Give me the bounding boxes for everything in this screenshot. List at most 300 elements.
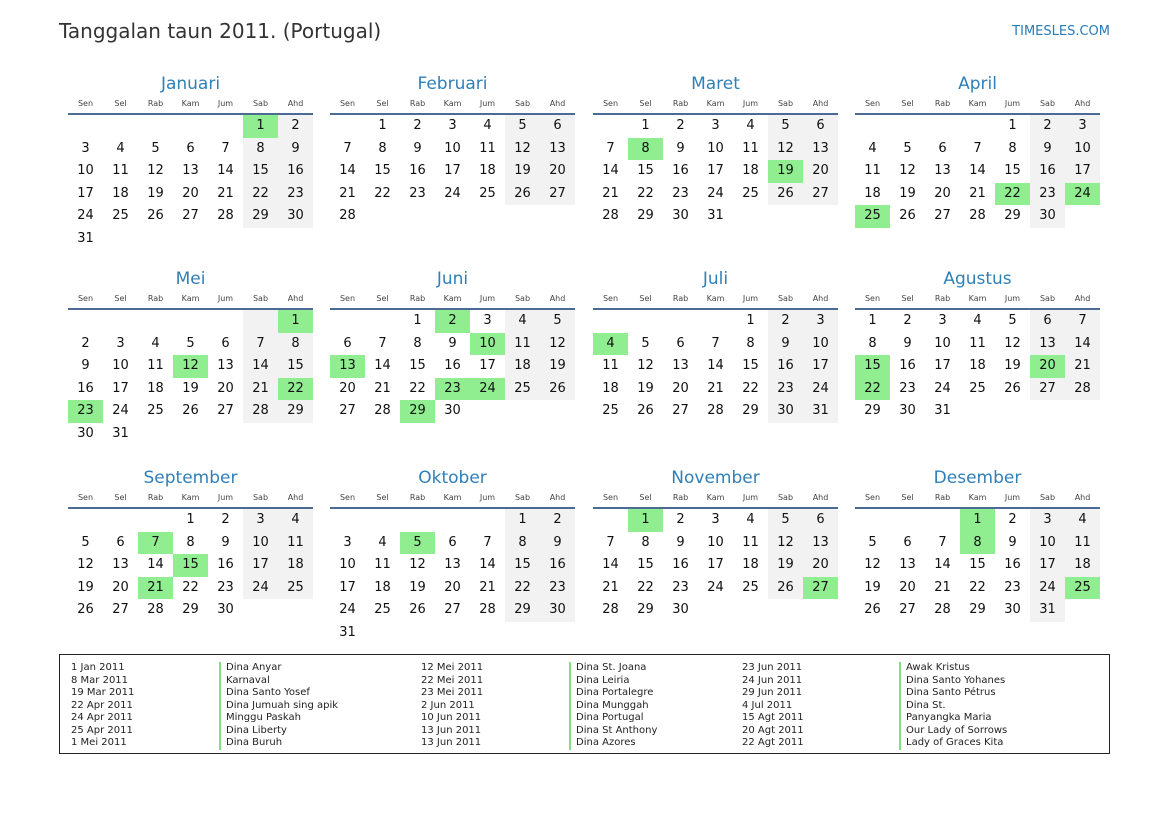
- empty-cell: [540, 400, 575, 423]
- day-cell: 10: [707, 534, 724, 550]
- day-cell: 15: [637, 163, 654, 178]
- month-name: Oktober: [418, 468, 487, 488]
- day-cell: 28: [217, 208, 234, 223]
- day-cell: 25: [278, 577, 313, 600]
- day-cell: 13: [803, 138, 838, 161]
- month-4: [855, 74, 1100, 228]
- week-row: [330, 160, 575, 183]
- day-cell: 21: [969, 185, 986, 201]
- day-cell: 6: [903, 534, 912, 550]
- day-cell: 7: [938, 534, 947, 550]
- week-row: [330, 554, 575, 577]
- day-cell: 25: [969, 380, 986, 396]
- day-cell: 5: [768, 509, 803, 532]
- day-cell: 11: [479, 140, 496, 156]
- day-cell: 6: [1030, 310, 1065, 333]
- weekday-label: Jum: [742, 493, 759, 502]
- day-cell: 8: [746, 335, 755, 351]
- weekday-label: Sen: [77, 99, 94, 108]
- week-row: [593, 115, 838, 138]
- month-name: Januari: [160, 74, 221, 94]
- legend-date: 12 Mei 2011: [421, 662, 484, 673]
- day-cell: 8: [1008, 140, 1017, 156]
- day-cell: 21: [479, 579, 496, 595]
- day-cell: 23: [540, 577, 575, 600]
- day-cell: 11: [742, 534, 759, 550]
- day-cell: 13: [217, 358, 234, 373]
- day-cell: 29: [969, 602, 986, 617]
- day-cell: 3: [938, 313, 947, 328]
- day-cell: 21: [934, 579, 951, 595]
- empty-cell: [173, 423, 208, 446]
- week-row: [68, 400, 313, 423]
- empty-cell: [470, 622, 505, 645]
- day-cell: 15: [505, 554, 540, 577]
- empty-cell: [593, 310, 628, 333]
- holiday-cell: 23: [68, 400, 103, 423]
- weekday-label: Sab: [777, 294, 794, 303]
- weekday-header: [593, 492, 838, 504]
- weekday-label: Sen: [602, 99, 619, 108]
- day-cell: 16: [409, 163, 426, 178]
- holiday-legend: [59, 654, 1110, 754]
- empty-cell: [803, 599, 838, 622]
- month-name: Desember: [933, 468, 1022, 488]
- day-cell: 10: [112, 358, 129, 373]
- day-cell: 3: [116, 335, 125, 351]
- weekday-label: Kam: [443, 99, 462, 108]
- legend-date: 8 Mar 2011: [71, 674, 129, 686]
- month-1: [68, 74, 313, 250]
- day-cell: 23: [217, 579, 234, 595]
- legend-holiday-name: Karnaval: [226, 674, 270, 686]
- day-cell: 15: [1004, 163, 1021, 178]
- legend-holiday-name: Our Lady of Sorrows: [906, 724, 1008, 736]
- week-row: [593, 205, 838, 228]
- week-row: [68, 599, 313, 622]
- weekday-label: Rab: [934, 294, 951, 303]
- day-cell: 12: [864, 557, 881, 572]
- day-cell: 26: [1004, 380, 1021, 396]
- day-cell: 11: [505, 333, 540, 356]
- day-cell: 2: [1030, 115, 1065, 138]
- legend-date: 24 Jun 2011: [742, 674, 803, 686]
- day-cell: 1: [641, 118, 650, 133]
- holiday-cell: 15: [855, 355, 890, 378]
- day-cell: 6: [540, 115, 575, 138]
- weekday-label: Sel: [114, 99, 127, 108]
- day-cell: 5: [151, 140, 160, 156]
- holiday-cell: 24: [470, 378, 505, 401]
- day-cell: 9: [676, 534, 685, 550]
- day-cell: 1: [746, 313, 755, 328]
- day-cell: 28: [602, 602, 619, 617]
- day-cell: 17: [707, 557, 724, 572]
- week-row: [330, 333, 575, 356]
- week-row: [68, 183, 313, 206]
- day-cell: 30: [1030, 205, 1065, 228]
- day-cell: 6: [448, 534, 457, 550]
- empty-cell: [663, 310, 698, 333]
- week-row: [855, 138, 1100, 161]
- day-cell: 17: [1065, 160, 1100, 183]
- day-cell: 24: [707, 185, 724, 201]
- day-cell: 9: [676, 140, 685, 156]
- day-cell: 26: [637, 403, 654, 418]
- week-row: [68, 138, 313, 161]
- week-row: [68, 228, 313, 251]
- day-cell: 12: [899, 163, 916, 178]
- day-cell: 22: [409, 380, 426, 396]
- day-cell: 23: [899, 380, 916, 396]
- week-row: [593, 599, 838, 622]
- empty-cell: [138, 310, 173, 333]
- empty-cell: [103, 115, 138, 138]
- holiday-cell: 29: [400, 400, 435, 423]
- weekday-label: Sel: [114, 493, 127, 502]
- day-cell: 17: [77, 185, 94, 201]
- day-cell: 24: [339, 602, 356, 617]
- day-cell: 7: [606, 534, 615, 550]
- month-11: [593, 468, 838, 622]
- weekday-label: Jum: [217, 493, 234, 502]
- holiday-cell: 19: [768, 160, 803, 183]
- day-cell: 25: [479, 185, 496, 201]
- day-cell: 20: [803, 554, 838, 577]
- weekday-label: Rab: [147, 493, 164, 502]
- weekday-header: [855, 492, 1100, 504]
- day-cell: 9: [768, 333, 803, 356]
- day-cell: 23: [672, 185, 689, 201]
- empty-cell: [278, 228, 313, 251]
- weekday-label: Rab: [934, 99, 951, 108]
- legend-holiday-name: Dina Azores: [576, 737, 636, 748]
- day-cell: 17: [112, 380, 129, 396]
- week-row: [593, 333, 838, 356]
- week-row: [593, 378, 838, 401]
- day-cell: 29: [182, 602, 199, 617]
- page-title: Tanggalan taun 2011. (Portugal): [59, 19, 382, 43]
- empty-cell: [173, 228, 208, 251]
- day-cell: 30: [672, 208, 689, 223]
- day-cell: 9: [81, 358, 90, 373]
- day-cell: 16: [899, 358, 916, 373]
- day-cell: 25: [374, 602, 391, 617]
- day-cell: 25: [112, 208, 129, 223]
- day-cell: 21: [243, 378, 278, 401]
- week-row: [330, 310, 575, 333]
- day-cell: 27: [1030, 378, 1065, 401]
- weekday-label: Kam: [181, 99, 200, 108]
- day-cell: 25: [147, 403, 164, 418]
- empty-cell: [628, 310, 663, 333]
- weekday-label: Sel: [376, 493, 389, 502]
- holiday-cell: 1: [278, 310, 313, 333]
- weekday-label: Sel: [901, 493, 914, 502]
- day-cell: 2: [676, 118, 685, 133]
- week-row: [68, 115, 313, 138]
- empty-cell: [365, 509, 400, 532]
- weekday-label: Ahd: [1074, 294, 1091, 303]
- legend-date: 13 Jun 2011: [421, 724, 482, 736]
- day-cell: 14: [147, 557, 164, 572]
- legend-holiday-name: Dina Liberty: [226, 724, 287, 736]
- month-name: Juli: [702, 269, 729, 289]
- day-cell: 14: [934, 557, 951, 572]
- legend-holiday-name: Dina Santo Yosef: [226, 687, 310, 698]
- day-cell: 2: [540, 509, 575, 532]
- day-cell: 24: [707, 579, 724, 595]
- day-cell: 4: [378, 534, 387, 550]
- day-cell: 26: [77, 602, 94, 617]
- holiday-cell: 2: [435, 310, 470, 333]
- empty-cell: [138, 509, 173, 532]
- day-cell: 4: [973, 313, 982, 328]
- day-cell: 14: [217, 163, 234, 178]
- day-cell: 28: [479, 602, 496, 617]
- day-cell: 9: [448, 335, 457, 351]
- week-row: [855, 577, 1100, 600]
- empty-cell: [1065, 205, 1100, 228]
- month-12: [855, 468, 1100, 622]
- week-row: [593, 355, 838, 378]
- day-cell: 8: [413, 335, 422, 351]
- day-cell: 15: [969, 557, 986, 572]
- day-cell: 18: [742, 163, 759, 178]
- day-cell: 7: [973, 140, 982, 156]
- day-cell: 6: [343, 335, 352, 351]
- week-row: [330, 599, 575, 622]
- legend-date: 13 Jun 2011: [421, 737, 482, 748]
- day-cell: 28: [147, 602, 164, 617]
- day-cell: 13: [112, 557, 129, 572]
- day-cell: 14: [602, 557, 619, 572]
- legend-date: 22 Agt 2011: [742, 737, 804, 748]
- day-cell: 9: [540, 532, 575, 555]
- day-cell: 27: [217, 403, 234, 418]
- empty-cell: [278, 599, 313, 622]
- site-link[interactable]: TIMESLES.COM: [1012, 24, 1110, 39]
- month-7: [593, 269, 838, 423]
- day-cell: 6: [803, 509, 838, 532]
- empty-cell: [733, 205, 768, 228]
- day-cell: 15: [243, 160, 278, 183]
- empty-cell: [138, 115, 173, 138]
- weekday-label: Jum: [1004, 99, 1021, 108]
- empty-cell: [400, 205, 435, 228]
- day-cell: 29: [1004, 208, 1021, 223]
- day-cell: 3: [243, 509, 278, 532]
- empty-cell: [435, 509, 470, 532]
- legend-date: 2 Jun 2011: [421, 699, 475, 711]
- holiday-cell: 23: [435, 378, 470, 401]
- week-row: [593, 509, 838, 532]
- day-cell: 16: [768, 355, 803, 378]
- day-cell: 22: [637, 579, 654, 595]
- empty-cell: [505, 622, 540, 645]
- legend-date: 23 Jun 2011: [742, 662, 803, 673]
- day-cell: 28: [1065, 378, 1100, 401]
- day-cell: 31: [339, 624, 356, 640]
- day-cell: 20: [182, 185, 199, 201]
- day-cell: 25: [742, 185, 759, 201]
- day-cell: 5: [540, 310, 575, 333]
- day-cell: 22: [374, 185, 391, 201]
- day-cell: 13: [672, 358, 689, 373]
- day-cell: 25: [505, 378, 540, 401]
- month-name: April: [958, 74, 997, 94]
- day-cell: 19: [505, 160, 540, 183]
- day-cell: 24: [77, 208, 94, 223]
- day-cell: 19: [864, 579, 881, 595]
- legend-date: 29 Jun 2011: [742, 687, 803, 698]
- month-3: [593, 74, 838, 228]
- empty-cell: [960, 115, 995, 138]
- month-name: September: [143, 468, 238, 488]
- day-cell: 3: [803, 310, 838, 333]
- weekday-label: Sen: [77, 294, 94, 303]
- week-row: [593, 183, 838, 206]
- day-cell: 11: [374, 557, 391, 572]
- week-row: [68, 554, 313, 577]
- month-8: [855, 269, 1100, 423]
- day-cell: 17: [1030, 554, 1065, 577]
- day-cell: 26: [768, 183, 803, 206]
- legend-date: 24 Apr 2011: [71, 712, 133, 723]
- day-cell: 20: [540, 160, 575, 183]
- day-cell: 23: [1004, 579, 1021, 595]
- legend-date: 10 Jun 2011: [421, 712, 482, 723]
- week-row: [330, 577, 575, 600]
- day-cell: 30: [217, 602, 234, 617]
- day-cell: 18: [112, 185, 129, 201]
- day-cell: 16: [672, 557, 689, 572]
- week-row: [593, 400, 838, 423]
- day-cell: 23: [278, 183, 313, 206]
- day-cell: 7: [483, 534, 492, 550]
- weekday-label: Jum: [479, 99, 496, 108]
- legend-date: 25 Apr 2011: [71, 724, 133, 736]
- weekday-label: Rab: [934, 493, 951, 502]
- week-row: [330, 115, 575, 138]
- day-cell: 17: [803, 355, 838, 378]
- legend-holiday-name: Dina St.: [906, 699, 946, 711]
- day-cell: 4: [151, 335, 160, 351]
- weekday-label: Rab: [409, 294, 426, 303]
- weekday-label: Sen: [864, 493, 881, 502]
- day-cell: 6: [221, 335, 230, 351]
- empty-cell: [365, 205, 400, 228]
- empty-cell: [960, 400, 995, 423]
- holiday-cell: 22: [855, 378, 890, 401]
- holiday-cell: 13: [330, 355, 365, 378]
- weekday-header: [68, 98, 313, 110]
- day-cell: 13: [934, 163, 951, 178]
- day-cell: 19: [147, 185, 164, 201]
- weekday-label: Kam: [706, 294, 725, 303]
- legend-date: 22 Apr 2011: [71, 699, 133, 711]
- weekday-label: Ahd: [549, 493, 566, 502]
- weekday-header: [68, 492, 313, 504]
- day-cell: 17: [243, 554, 278, 577]
- week-row: [68, 333, 313, 356]
- day-cell: 23: [768, 378, 803, 401]
- week-row: [330, 400, 575, 423]
- day-cell: 29: [505, 599, 540, 622]
- empty-cell: [470, 205, 505, 228]
- weekday-label: Jum: [1004, 493, 1021, 502]
- legend-names-2: [569, 662, 657, 750]
- week-row: [855, 160, 1100, 183]
- day-cell: 20: [112, 579, 129, 595]
- week-row: [855, 378, 1100, 401]
- legend-date: 19 Mar 2011: [71, 687, 135, 698]
- day-cell: 26: [864, 602, 881, 617]
- day-cell: 8: [641, 534, 650, 550]
- weekday-label: Kam: [443, 294, 462, 303]
- day-cell: 8: [186, 534, 195, 550]
- weekday-label: Sab: [1039, 99, 1056, 108]
- day-cell: 17: [707, 163, 724, 178]
- day-cell: 6: [186, 140, 195, 156]
- day-cell: 12: [768, 138, 803, 161]
- empty-cell: [505, 400, 540, 423]
- empty-cell: [593, 115, 628, 138]
- weekday-label: Ahd: [812, 99, 829, 108]
- day-cell: 25: [602, 403, 619, 418]
- empty-cell: [278, 423, 313, 446]
- day-cell: 9: [221, 534, 230, 550]
- week-row: [855, 599, 1100, 622]
- day-cell: 13: [803, 532, 838, 555]
- day-cell: 8: [868, 335, 877, 351]
- day-cell: 10: [707, 140, 724, 156]
- empty-cell: [733, 599, 768, 622]
- week-row: [855, 183, 1100, 206]
- weekday-header: [593, 98, 838, 110]
- empty-cell: [1030, 400, 1065, 423]
- day-cell: 24: [243, 577, 278, 600]
- week-row: [593, 160, 838, 183]
- day-cell: 27: [803, 183, 838, 206]
- empty-cell: [243, 599, 278, 622]
- day-cell: 30: [768, 400, 803, 423]
- day-cell: 19: [899, 185, 916, 201]
- empty-cell: [365, 310, 400, 333]
- day-cell: 18: [1065, 554, 1100, 577]
- day-cell: 10: [339, 557, 356, 572]
- week-row: [68, 355, 313, 378]
- day-cell: 20: [339, 380, 356, 396]
- day-cell: 28: [339, 208, 356, 223]
- empty-cell: [925, 509, 960, 532]
- day-cell: 1: [413, 313, 422, 328]
- weekday-header: [855, 293, 1100, 305]
- day-cell: 23: [409, 185, 426, 201]
- day-cell: 19: [637, 380, 654, 396]
- holiday-cell: 4: [593, 333, 628, 356]
- legend-holiday-name: Awak Kristus: [906, 662, 970, 673]
- legend-date: 15 Agt 2011: [742, 712, 804, 723]
- week-row: [593, 577, 838, 600]
- week-row: [855, 554, 1100, 577]
- weekday-label: Jum: [742, 294, 759, 303]
- empty-cell: [138, 228, 173, 251]
- day-cell: 4: [746, 512, 755, 527]
- day-cell: 20: [217, 380, 234, 396]
- week-row: [593, 310, 838, 333]
- day-cell: 15: [409, 358, 426, 373]
